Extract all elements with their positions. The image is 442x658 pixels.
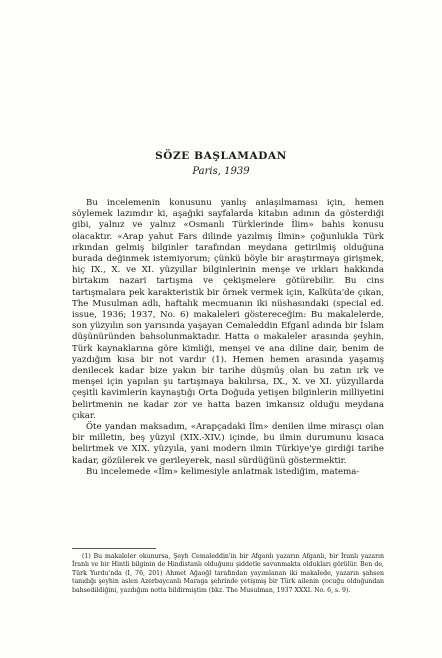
footnote-divider xyxy=(72,548,156,549)
paragraph: Öte yandan maksadım, «Arapçadaki İlm» denilen ilme mirasçı olan bir milletin, beş yüzyıl (XIX.-XIV.) içinde, bu ilmin durumunu kısaca belirtmek ve XIX. yüzyıla, yani modern ilmin Türkiye'ye girdiği tarihe kadar, gözülerek ve gerileyerek, nasıl sürdüğünü göstermektir. xyxy=(72,422,384,466)
body-text xyxy=(72,198,384,478)
paragraph: Bu incelemenin konusunu yanlış anlaşılmaması için, hemen söylemek lazımdır ki, aşağıki sayfalarda kitabın adının da gösterdiği gibi, yalnız ve yalnız «Osmanlı Türklerinde İlim» bahis konusu olacaktır. «Arap yahut Fars dilinde yazılmış İlmin» çoğunlukla Türk ırkından gelmiş bilginler tarafından meydana getirilmiş olduğuna burada değinmek istemiyorum; çünkü böyle bir araştırmaya girişmek, hiç IX., X. ve XI. yüzyıllar bilginlerinin menşe ve ırkları hakkında birtakım nazari tartışma ve çekişmelere götürebilir. Bu cins tartışmalara pek karakteristik bir örnek vermek için, Kalküta'de çıkan, The Musulman adlı, haftalık mecmuanın iki nüshasındaki (special ed. issue, 1936; 1937, No. 6) makaleleri göstereceğim: Bu makalelerde, son yüzyılın son yarısında yaşayan Cemaleddin Efganî adında bir İslam düşünüründen bahsolunmaktadır. Hatta o makaleler arasında şeyhin, Türk kaynaklarına göre kimliği, menşei ve ana diline dair, benim de yazdığım kısa bir not vardır (1). Hemen hemen arasında yaşamış denilecek kadar bize yakın bir tarihe düşmüş olan bu zatın ırk ve menşei için yapılan şu tartışmaya bakılırsa, IX., X. ve XI. yüzyıllarda çeşitli kavimlerin kaynaştığı Orta Doğuda yetişen bilginlerin milliyetini belirtmenin ne kadar zor ve hatta bazen imkansız olduğu meydana çıkar. xyxy=(72,198,384,421)
footnote xyxy=(72,553,384,595)
footnote-text: (1) Bu makaleler okunursa, Şeyh Cemaleddin'in bir Afganlı yazarın Afganlı, bir İranlı yazarın İranlı ve bir Hintli bilginin de Hindistanlı olduğunu şiddetle savunmakta oldukları görülür. Ben de, Türk Yurdu'nda (I, 76, 201) Ahmet Ağaoğl tarafından yayımlanan iki makalede, yazarın şahsen tanıdığı şeyhin aslen Azerbaycanlı Maraga şehrinde yetişmiş bir Türk ailenin çocuğu olduğundan bahsedildiğini, yazdığım notta bildirmiştim (bkz. The Musulman, 1937 XXXI. No. 6, s. 9). xyxy=(72,553,384,594)
page-heading: SÖZE BAŞLAMADAN xyxy=(155,150,287,162)
paragraph: Bu incelemede «İlm» kelimesiyle anlatmak istediğim, matema- xyxy=(86,466,360,477)
place-date-line: Paris, 1939 xyxy=(192,166,250,177)
